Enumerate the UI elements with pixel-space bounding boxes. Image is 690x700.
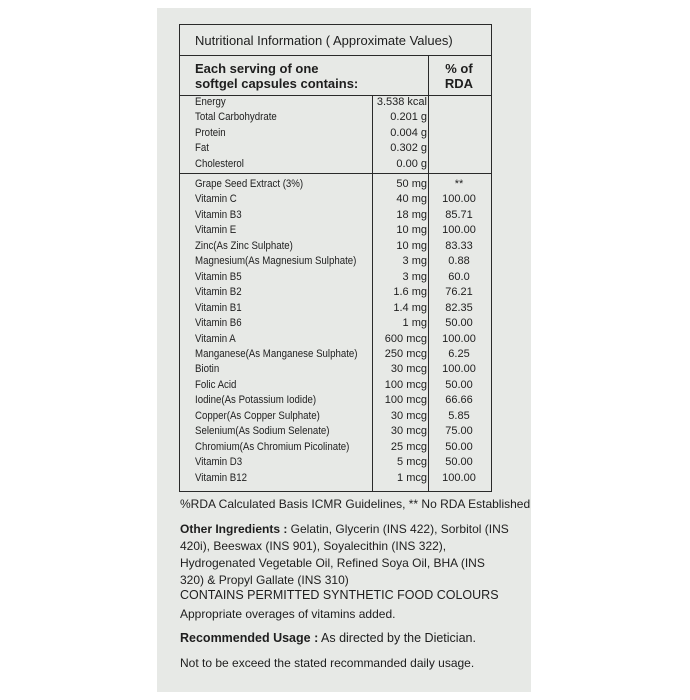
nutrient-rda: 100.00 (442, 471, 476, 484)
nutrient-row (180, 301, 491, 316)
nutrient-name: Energy (195, 96, 226, 108)
nutrient-rda: 50.00 (445, 456, 473, 469)
other-ingredients (180, 521, 510, 589)
nutrient-rda: 66.66 (445, 394, 473, 407)
nutrient-rda: 5.85 (448, 409, 470, 422)
nutrient-rda: 50.00 (445, 440, 473, 453)
nutrient-name: Chromium(As Chromium Picolinate) (195, 440, 350, 453)
nutrient-rda: 50.00 (445, 378, 473, 391)
nutrient-name: Vitamin A (195, 332, 236, 345)
nutrient-row (180, 270, 491, 285)
nutrient-amount: 18 mg (396, 208, 427, 221)
nutrient-row (180, 177, 491, 192)
nutrient-name: Vitamin B2 (195, 286, 242, 299)
nutrient-amount: 5 mcg (397, 456, 427, 469)
nutrient-name: Vitamin B6 (195, 317, 242, 330)
nutrient-amount: 40 mg (396, 193, 427, 206)
nutrient-amount: 3 mg (402, 255, 427, 268)
nutrient-amount: 0.201 g (390, 111, 427, 124)
nutrient-name: Vitamin E (195, 224, 237, 237)
nutrient-name: Protein (195, 126, 226, 139)
nutrient-row (180, 223, 491, 238)
nutrient-row (180, 332, 491, 347)
nutrient-amount: 1 mg (402, 317, 427, 330)
nutrient-amount: 0.004 g (390, 126, 427, 139)
nutrient-rda: 100.00 (442, 332, 476, 345)
nutrient-amount: 100 mcg (384, 378, 427, 391)
colours-note: CONTAINS PERMITTED SYNTHETIC FOOD COLOURS (180, 588, 499, 602)
usage-text: As directed by the Dietician. (318, 631, 476, 645)
rda-header: % of RDA (444, 61, 474, 91)
nutrient-amount: 30 mcg (390, 363, 427, 376)
recommended-usage (180, 631, 476, 645)
nutrient-row (180, 471, 491, 486)
nutrient-name: Grape Seed Extract (3%) (195, 178, 304, 190)
nutrient-rda: 100.00 (442, 224, 476, 237)
nutrient-rda: 50.00 (445, 317, 473, 330)
nutrient-name: Vitamin B12 (195, 471, 248, 484)
nutrient-name: Zinc(As Zinc Sulphate) (195, 239, 293, 252)
other-ingredients-text: Gelatin, Glycerin (INS 422), Sorbitol (INS 420i), Beeswax (INS 901), Soyalecithin (INS 322), Hydrogenated Vegetable Oil, Refined Soya Oil, BHA (INS 320) & Propyl Gallate (INS 310) (180, 522, 509, 587)
nutrient-row (180, 208, 491, 223)
nutrient-rda: 60.0 (448, 270, 470, 283)
nutrient-rda: 75.00 (445, 425, 473, 438)
nutrient-row (180, 409, 491, 424)
nutrient-amount: 0.00 g (396, 157, 427, 170)
nutrient-row (180, 157, 491, 172)
nutrient-name: Cholesterol (195, 157, 244, 170)
nutrient-rda: 100.00 (442, 363, 476, 376)
nutrient-row (180, 285, 491, 300)
other-ingredients-label: Other Ingredients : (180, 522, 288, 536)
nutrient-amount: 25 mcg (390, 440, 427, 453)
section-divider (180, 173, 491, 174)
nutrient-row (180, 440, 491, 455)
nutrient-amount: 1 mcg (397, 471, 427, 484)
nutrient-row (180, 362, 491, 377)
nutrient-name: Fat (195, 142, 209, 155)
nutrient-amount: 10 mg (396, 224, 427, 237)
nutrient-name: Vitamin B3 (195, 208, 242, 221)
usage-limit-note: Not to be exceed the stated recommanded daily usage. (180, 656, 475, 670)
nutrient-row (180, 378, 491, 393)
nutrient-amount: 10 mg (396, 239, 427, 252)
nutrient-row (180, 424, 491, 439)
nutrient-amount: 1.4 mg (393, 301, 427, 314)
nutrient-name: Biotin (195, 363, 220, 376)
nutrient-row (180, 95, 491, 110)
nutrient-row (180, 455, 491, 470)
nutrient-rda: 0.88 (448, 255, 470, 268)
nutrient-amount: 250 mcg (384, 347, 427, 360)
nutrient-amount: 50 mg (396, 178, 427, 190)
nutrient-row (180, 239, 491, 254)
nutrient-rda: 82.35 (445, 301, 473, 314)
nutrient-row (180, 141, 491, 156)
nutrient-name: Magnesium(As Magnesium Sulphate) (195, 255, 357, 268)
nutrient-name: Total Carbohydrate (195, 111, 277, 124)
nutrient-amount: 3.538 kcal (376, 96, 427, 108)
nutrient-name: Vitamin D3 (195, 456, 243, 469)
nutrient-rda: 100.00 (442, 193, 476, 206)
nutrient-name: Folic Acid (195, 378, 237, 391)
nutrient-name: Vitamin B1 (195, 301, 242, 314)
nutrient-rda: ** (454, 178, 464, 190)
nutrient-name: Vitamin B5 (195, 270, 242, 283)
nutrient-rda: 76.21 (445, 286, 473, 299)
nutrient-amount: 1.6 mg (393, 286, 427, 299)
nutrient-name: Selenium(As Sodium Selenate) (195, 425, 330, 438)
table-title: Nutritional Information ( Approximate Values) (180, 25, 491, 56)
nutrient-rda: 85.71 (445, 208, 473, 221)
nutrient-rda: 83.33 (445, 239, 473, 252)
nutrient-row (180, 254, 491, 269)
nutrient-row (180, 126, 491, 141)
nutrient-amount: 100 mcg (384, 394, 427, 407)
nutrient-row (180, 192, 491, 207)
nutrient-amount: 3 mg (402, 270, 427, 283)
nutrient-row (180, 110, 491, 125)
nutrient-amount: 0.302 g (390, 142, 427, 155)
nutrition-table (179, 24, 492, 492)
nutrient-row (180, 393, 491, 408)
nutrient-name: Copper(As Copper Sulphate) (195, 409, 320, 422)
nutrient-name: Iodine(As Potassium Iodide) (195, 394, 317, 407)
usage-label: Recommended Usage : (180, 631, 319, 645)
nutrient-amount: 30 mcg (390, 409, 427, 422)
rda-footnote: %RDA Calculated Basis ICMR Guidelines, ** No RDA Established (180, 497, 531, 511)
nutrient-rda: 6.25 (448, 347, 470, 360)
nutrient-amount: 30 mcg (390, 425, 427, 438)
nutrient-row (180, 316, 491, 331)
nutrient-row (180, 347, 491, 362)
serving-header: Each serving of one softgel capsules contains: (195, 61, 359, 91)
nutrient-amount: 600 mcg (384, 332, 427, 345)
overages-note: Appropriate overages of vitamins added. (180, 607, 396, 621)
nutrient-name: Manganese(As Manganese Sulphate) (195, 347, 358, 360)
nutrient-name: Vitamin C (195, 193, 237, 206)
